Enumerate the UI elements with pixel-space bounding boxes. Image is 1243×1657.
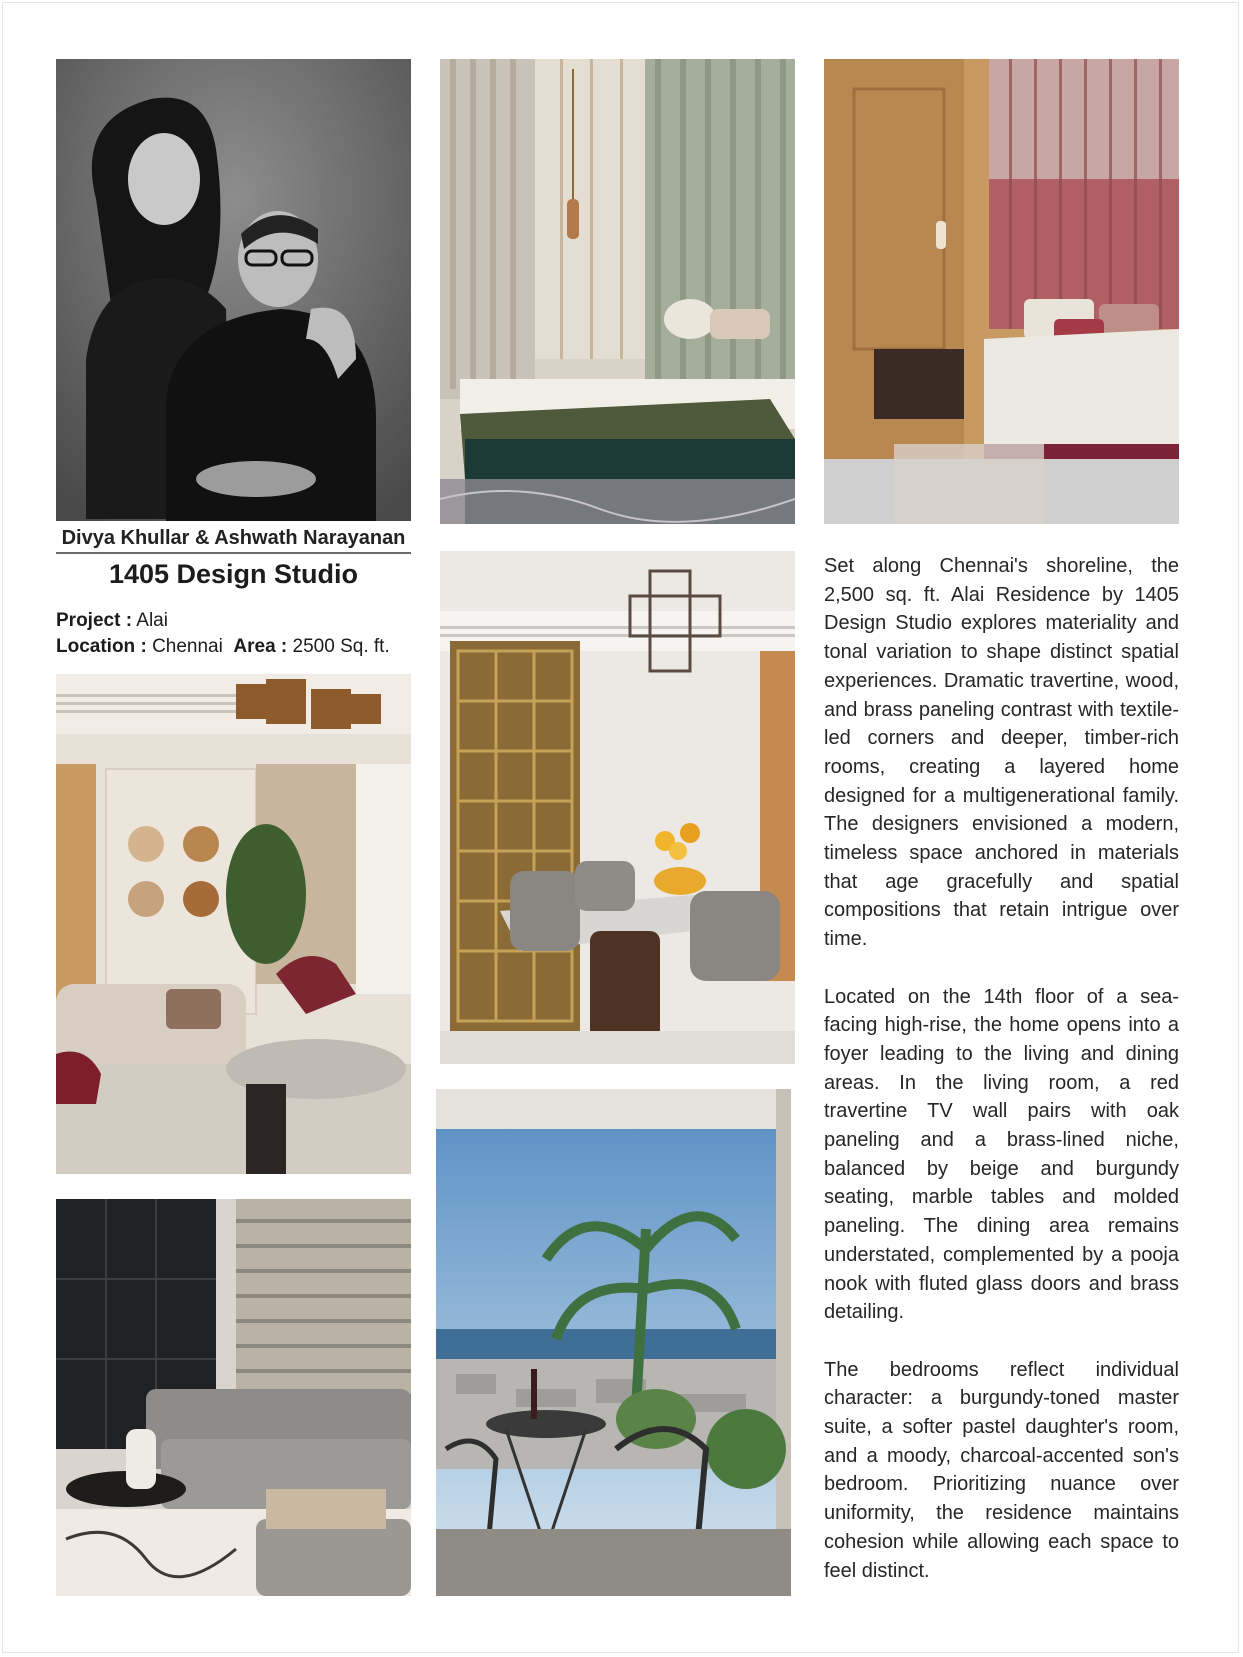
family-lounge-photo [56, 1199, 411, 1596]
paragraph-1: Set along Chennai's shoreline, the 2,500 sq. ft. Alai Residence by 1405 Design Studio explores materiality and tonal variation to shape distinct spatial experiences. Dramatic travertine, wood, and brass paneling contrast with textile-led corners and deeper, timber-rich rooms, creating a layered home designed for a multigenerational family. The designers envisioned a modern, timeless space anchored in materials that age gracefully and spatial compositions that retain intrigue over time. [824, 555, 1179, 951]
balcony-sea-view-photo [436, 1089, 791, 1596]
area-value: 2500 Sq. ft. [292, 636, 390, 657]
burgundy-master-bedroom-photo [824, 59, 1179, 524]
paragraph-2: Located on the 14th floor of a sea-facing high-rise, the home opens into a foyer leading to the living and dining areas. In the living room, a red travertine TV wall pairs with oak paneling and a brass-lined niche, balanced by beige and burgundy seating, marble tables and molded paneling. The dining area remains understated, complemented by a pooja nook with fluted glass doors and brass detailing. [824, 985, 1179, 1324]
living-room-photo [56, 674, 411, 1174]
project-value: Alai [136, 610, 168, 631]
project-line [56, 608, 421, 634]
designers-caption: Divya Khullar & Ashwath Narayanan [56, 525, 411, 554]
area-label: Area : [233, 636, 288, 657]
location-line [56, 634, 421, 660]
paragraph-3: The bedrooms reflect individual character: a burgundy-toned master suite, a softer pastel daughter's room, and a moody, charcoal-accented son's bedroom. Prioritizing nuance over uniformity, the residence maintains cohesion while allowing each space to feel distinct. [824, 1358, 1179, 1582]
project-label: Project : [56, 610, 133, 631]
dining-room-photo [440, 551, 795, 1064]
location-value: Chennai [152, 636, 223, 657]
designers-portrait-photo [56, 59, 411, 521]
studio-title: 1405 Design Studio [108, 559, 359, 589]
article-body [824, 552, 1179, 1614]
location-label: Location : [56, 636, 147, 657]
sage-bedroom-photo [440, 59, 795, 524]
